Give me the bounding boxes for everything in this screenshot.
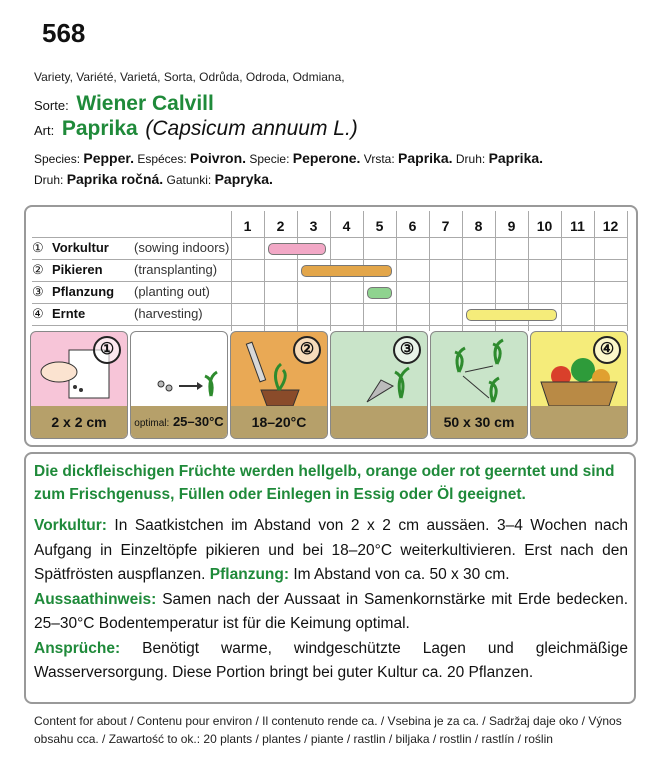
month: 12 <box>602 218 619 234</box>
month: 7 <box>441 218 450 234</box>
latin-name: (Capsicum annuum L.) <box>145 117 358 140</box>
description: Die dickfleischigen Früchte werden hellgelb, orange oder rot geerntet und sind zum Frischgenuss, Füllen oder Einlegen in Essig oder Öl geeignet. <box>34 463 615 503</box>
picture-harvest: ④ <box>530 331 628 439</box>
content-quantity: Content for about / Contenu pour environ / Il contenuto rende ca. / Vsebina je za ca. / Sadržaj daje oko / Výnos obsahu cca. / Zawartość to ok.: 20 plants / plantes / piante / rastlin / biljaka / rostlin / rastlín / roślin <box>34 714 622 746</box>
period-bar <box>367 287 392 299</box>
germination-icon <box>131 332 227 406</box>
calendar-row-vorkultur: ① Vorkultur (sowing indoors) <box>32 238 628 258</box>
month: 4 <box>342 218 351 234</box>
month: 3 <box>309 218 318 234</box>
month: 8 <box>474 218 483 234</box>
product-code: 568 <box>42 18 86 48</box>
calendar-row-pflanzung: ③ Pflanzung (planting out) <box>32 282 628 302</box>
instruction-pictures <box>30 331 630 439</box>
month: 9 <box>507 218 516 234</box>
picture-pricking-out: ② 18–20°C <box>230 331 328 439</box>
period-bar <box>301 265 392 277</box>
species-label: Art: <box>34 123 55 138</box>
variety-line: Variety, Variété, Varietá, Sorta, Odrůda, Odroda, Odmiana, <box>34 70 345 84</box>
picture-planting: ③ <box>330 331 428 439</box>
picture-spacing: 50 x 30 cm <box>430 331 528 439</box>
picture-germination: optimal: 25–30°C <box>130 331 228 439</box>
month: 11 <box>570 218 585 234</box>
calendar-row-pikieren: ② Pikieren (transplanting) <box>32 260 628 280</box>
month: 1 <box>243 218 252 234</box>
picture-sowing: ① 2 x 2 cm <box>30 331 128 439</box>
spacing-icon <box>431 332 527 406</box>
month: 10 <box>536 218 553 234</box>
cultivation-info <box>24 452 636 704</box>
variety-name: Wiener Calvill <box>76 92 214 115</box>
month: 2 <box>276 218 285 234</box>
sowing-calendar <box>24 205 638 447</box>
period-bar <box>466 309 557 321</box>
month: 6 <box>408 218 417 234</box>
species-row <box>34 117 358 141</box>
month: 5 <box>375 218 384 234</box>
grid-line <box>32 325 628 326</box>
period-bar <box>268 243 326 255</box>
species-translations: Species: Pepper. Espéces: Poivron. Specie: Peperone. Vrsta: Paprika. Druh: Paprika. Druh: Paprika ročná. Gatunki: Papryka. <box>34 150 544 187</box>
species-name: Paprika <box>61 117 138 140</box>
variety-row <box>34 92 214 116</box>
variety-label: Sorte: <box>34 98 69 113</box>
calendar-row-ernte: ④ Ernte (harvesting) <box>32 304 628 324</box>
instructions: Vorkultur: In Saatkistchen im Abstand von 2 x 2 cm aussäen. 3–4 Wochen nach Aufgang in Einzeltöpfe pikieren und bei 18–20°C weiterkultivieren. Erst nach den Spätfrösten auspflanzen. Pflanzung: Im Abstand von ca. 50 x 30 cm. Aussaathinweis: Samen nach der Aussaat in Samenkornstärke mit Erde bedecken. 25–30°C Bodentemperatur ist für die Keimung optimal. Ansprüche: Benötigt warme, windgeschützte Lagen und gleichmäßige Wasserversorgung. Diese Portion bringt bei guter Kultur ca. 20 Pflanzen. <box>34 517 628 681</box>
